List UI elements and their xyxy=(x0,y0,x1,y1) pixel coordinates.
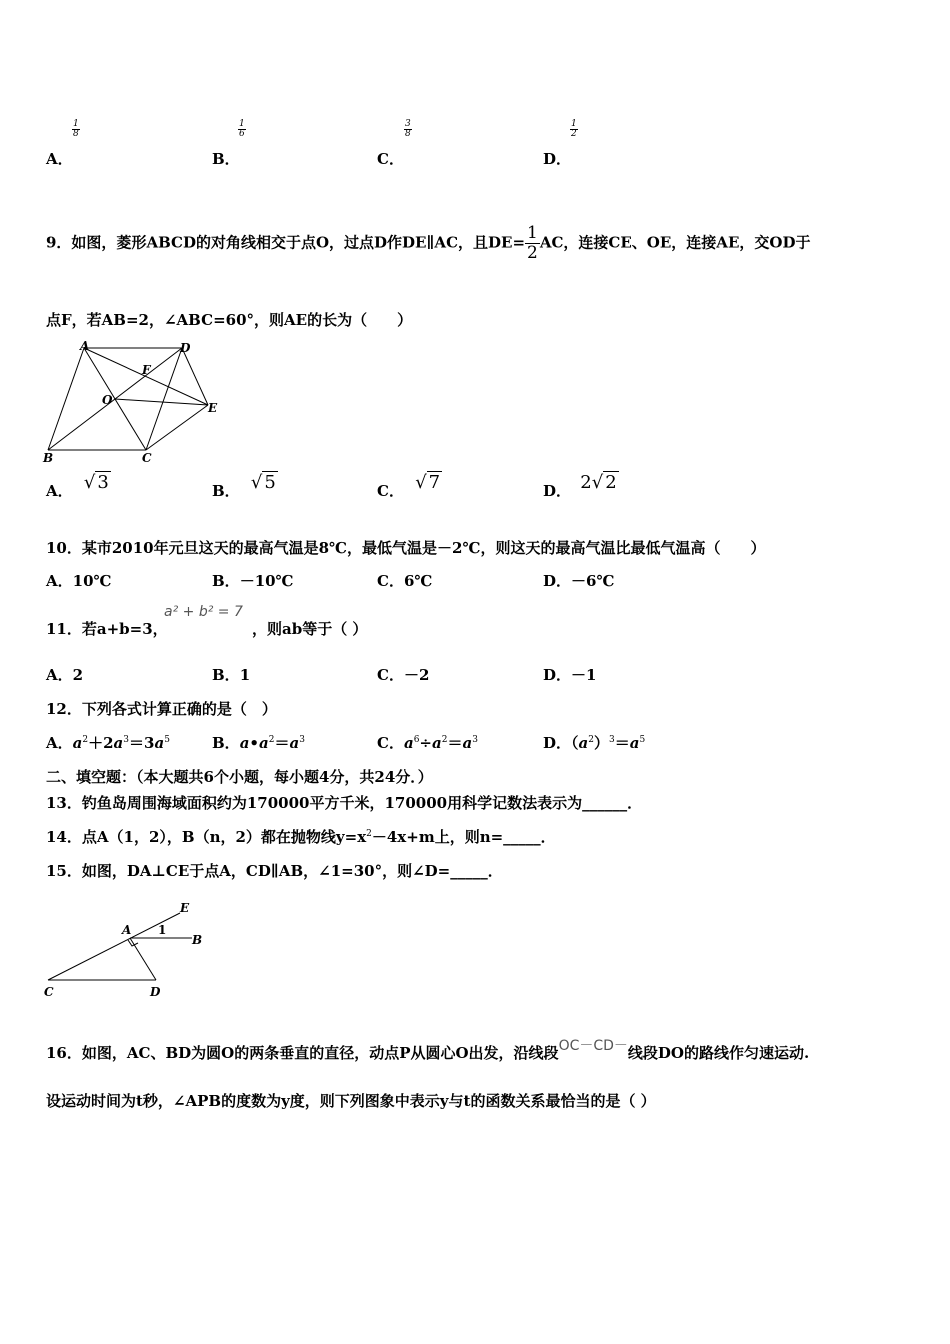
q11-option-d: D．－1 xyxy=(543,666,597,684)
q10-option-c: C．6℃ xyxy=(377,572,433,590)
q9-label-e: E xyxy=(208,401,218,415)
q11-formula: a² + b² = 7 xyxy=(164,604,243,620)
q8-option-a-fraction: $\frac{1}{8}$ xyxy=(73,119,79,139)
q11-text-a: 11．若a+b=3， xyxy=(46,620,168,638)
q8-option-b-fraction: $\frac{1}{6}$ xyxy=(239,119,245,139)
q15-label-angle-1: 1 xyxy=(158,923,167,937)
section-fill-in-heading: 二、填空题：（本大题共6个小题，每小题4分，共24分．） xyxy=(46,768,433,786)
q12-option-a: A．$a^2+2a^3=3a^5$ xyxy=(46,734,170,752)
q15-label-b: B xyxy=(192,933,203,947)
q12-option-c: C．$a^6\div a^2=a^3$ xyxy=(377,734,478,752)
q15-label-d: D xyxy=(150,985,161,999)
q12-option-d: D．$(a^2)^3=a^5$ xyxy=(543,734,646,752)
q10-text: 10．某市2010年元旦这天的最高气温是8℃，最低气温是－2℃，则这天的最高气温比最低气温高（ ） xyxy=(46,539,766,557)
q9-option-d: D． 2√ 2 xyxy=(543,472,617,500)
q9-line2: 点F，若AB=2，∠ABC=60°，则AE的长为（ ） xyxy=(46,311,413,329)
q12-text: 12．下列各式计算正确的是（ ） xyxy=(46,700,277,718)
q10-option-d: D．－6℃ xyxy=(543,572,615,590)
q9-label-a: A xyxy=(80,339,90,353)
q9-rhombus-figure xyxy=(40,338,230,466)
q11-option-c: C．－2 xyxy=(377,666,430,684)
q8-option-b-label: B． xyxy=(212,150,240,168)
q15-label-a: A xyxy=(122,923,132,937)
q8-option-a-label: A． xyxy=(46,150,73,168)
q16-segment-path: OC－CD－ xyxy=(558,1038,628,1054)
q13-text: 13．钓鱼岛周围海域面积约为170000平方千米，170000用科学记数法表示为______． xyxy=(46,794,643,812)
q15-label-e: E xyxy=(180,901,190,915)
q11-option-b: B．1 xyxy=(212,666,251,684)
q9-label-d: D xyxy=(180,341,191,355)
q16-line2: 设运动时间为t秒，∠APB的度数为y度，则下列图象中表示y与t的函数关系最恰当的是（ ） xyxy=(46,1092,656,1110)
q9-fraction-half: $\frac{1}{2}$ xyxy=(527,223,538,263)
q8-option-c-label: C． xyxy=(377,150,404,168)
q15-label-c: C xyxy=(44,985,54,999)
q8-option-c-fraction: $\frac{3}{8}$ xyxy=(405,119,411,139)
q15-figure xyxy=(40,898,215,1003)
q16-line1: 16．如图，AC、BD为圆O的两条垂直的直径，动点P从圆心O出发，沿线段OC－CD－线段DO的路线作匀速运动. xyxy=(46,1038,810,1062)
q9-label-b: B xyxy=(43,451,54,465)
q11-text-b: ，则ab等于（ ） xyxy=(252,620,368,638)
q12-option-b: B．$a•a^2=a^3$ xyxy=(212,734,305,752)
q9-label-o: O xyxy=(102,393,113,407)
q9-label-f: F xyxy=(142,363,151,377)
q9-option-b: B． √ 5 xyxy=(212,472,276,500)
q8-option-d-label: D． xyxy=(543,150,572,168)
q10-option-a: A．10℃ xyxy=(46,572,112,590)
q9-option-c: C． √ 7 xyxy=(377,472,441,500)
q9-line1: 9．如图，菱形ABCD的对角线相交于点O，过点D作DE∥AC，且DE= $\frac{1}{2}$ AC，连接CE、OE，连接AE，交OD于 xyxy=(46,223,811,263)
q11-option-a: A．2 xyxy=(46,666,84,684)
q14-text: 14．点A（1，2），B（n，2）都在抛物线$y=x^2-4x+m$上，则n=_____． xyxy=(46,828,556,846)
q9-label-c: C xyxy=(142,451,152,465)
q15-text: 15．如图，DA⊥CE于点A，CD∥AB，∠1=30°，则∠D=_____． xyxy=(46,862,503,880)
q8-option-d-fraction: $\frac{1}{2}$ xyxy=(571,119,577,139)
q10-option-b: B．－10℃ xyxy=(212,572,294,590)
q9-option-a: A． √ 3 xyxy=(46,472,109,500)
